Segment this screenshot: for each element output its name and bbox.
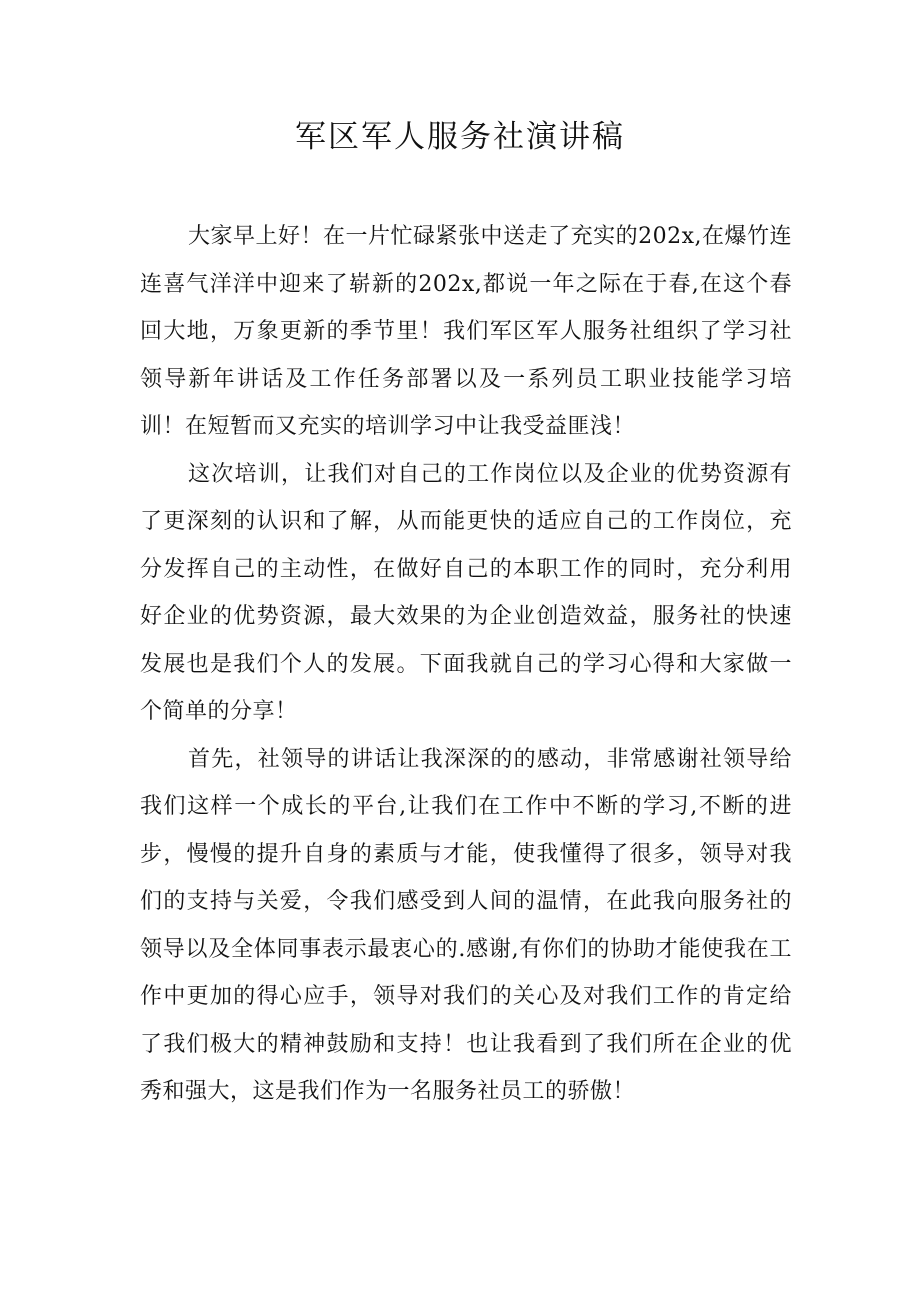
paragraph-2: 这次培训，让我们对自己的工作岗位以及企业的优势资源有了更深刻的认识和了解，从而能更快的适应自己的工作岗位，充分发挥自己的主动性，在做好自己的本职工作的同时，充分利用好企业的优势资源，最大效果的为企业创造效益，服务社的快速发展也是我们个人的发展。下面我就自己的学习心得和大家做一个简单的分享！ (140, 461, 792, 724)
document-title: 军区军人服务社演讲稿 (295, 119, 625, 155)
paragraph-3: 首先，社领导的讲话让我深深的的感动，非常感谢社领导给我们这样一个成长的平台,让我们在工作中不断的学习,不断的进步，慢慢的提升自身的素质与才能，使我懂得了很多，领导对我们的支持与关爱，令我们感受到人间的温情，在此我向服务社的领导以及全体同事表示最衷心的.感谢,有你们的协助才能使我在工作中更加的得心应手，领导对我们的关心及对我们工作的肯定给了我们极大的精神鼓励和支持！也让我看到了我们所在企业的优秀和强大，这是我们作为一名服务社员工的骄傲！ (140, 746, 792, 1104)
paragraph-1: 大家早上好！在一片忙碌紧张中送走了充实的202x,在爆竹连连喜气洋洋中迎来了崭新的202x,都说一年之际在于春,在这个春回大地，万象更新的季节里！我们军区军人服务社组织了学习社领导新年讲话及工作任务部署以及一系列员工职业技能学习培训！在短暂而又充实的培训学习中让我受益匪浅！ (140, 224, 792, 439)
document-body (140, 213, 792, 1116)
